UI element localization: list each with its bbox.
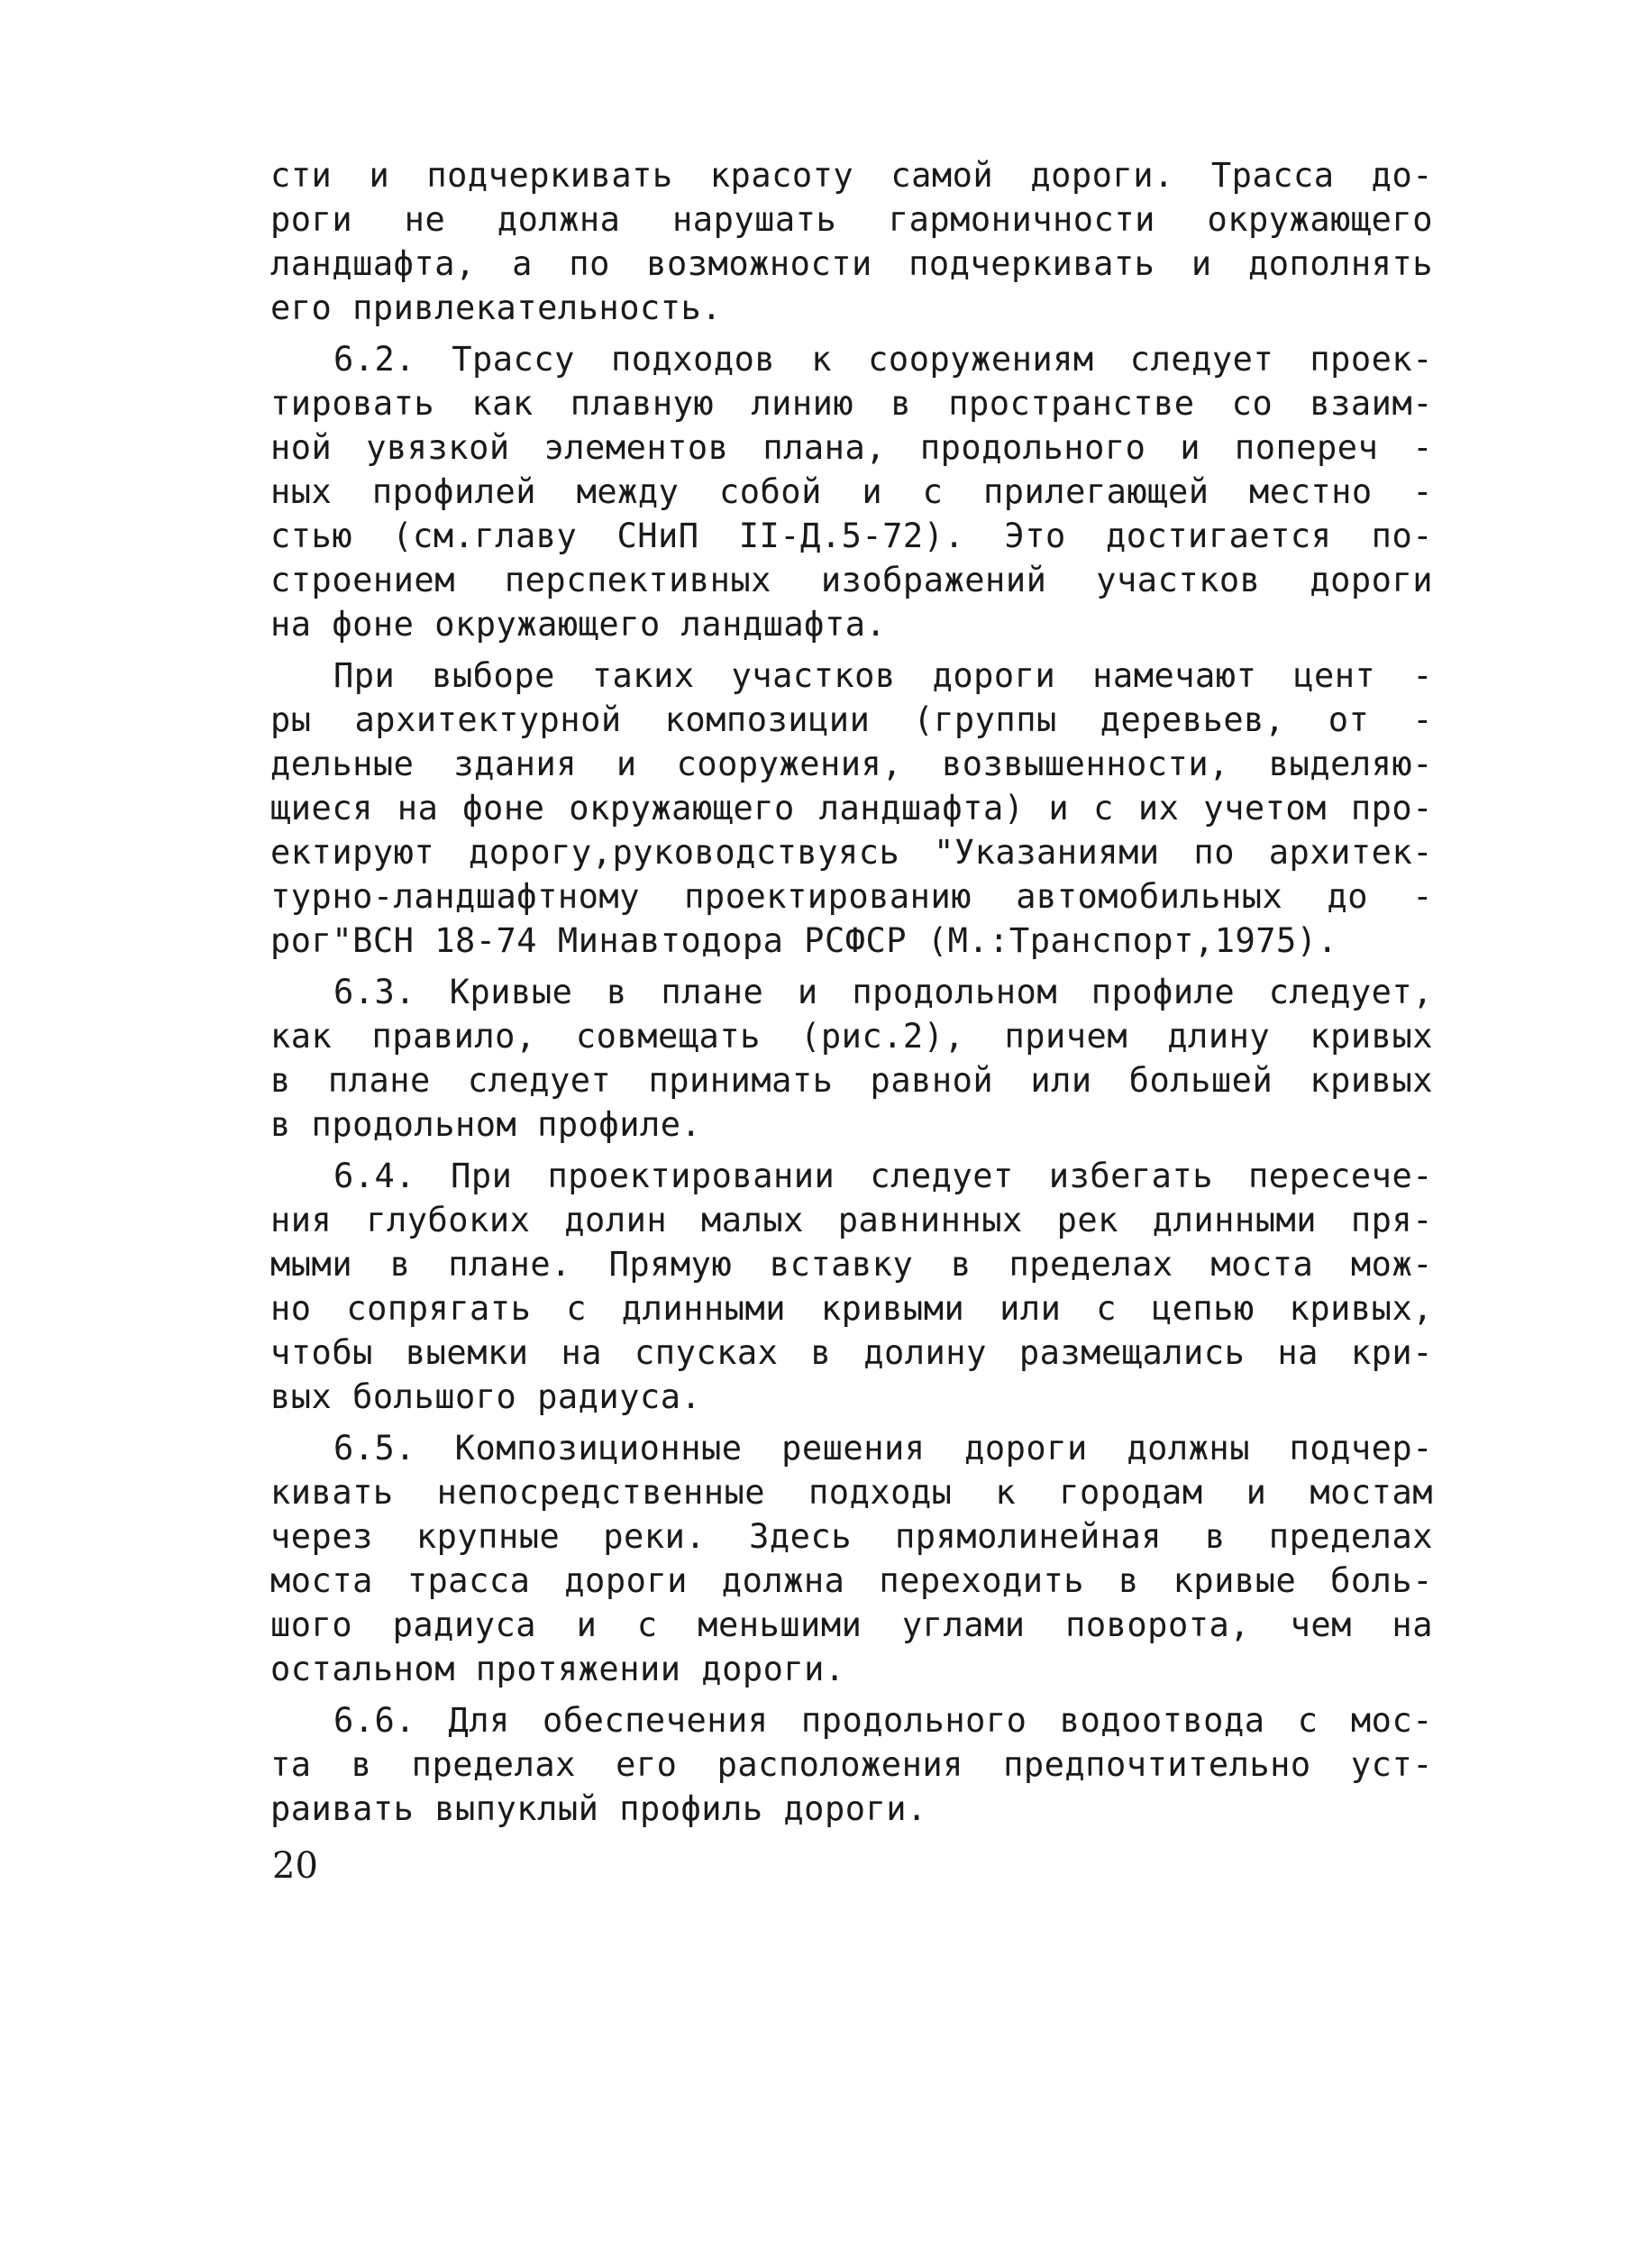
paragraph-6-6 bbox=[270, 1698, 1433, 1831]
text-line: вых большого радиуса. bbox=[270, 1377, 702, 1416]
text-line: 6.6. Для обеспечения продольного водоотвода с мос- bbox=[333, 1701, 1433, 1740]
paragraph-intro bbox=[270, 153, 1433, 330]
paragraph-6-3 bbox=[270, 970, 1433, 1147]
text-line: ния глубоких долин малых равнинных рек длинными пря- bbox=[270, 1201, 1433, 1239]
text-line: шого радиуса и с меньшими углами поворота, чем на bbox=[270, 1605, 1433, 1644]
text-line: роги не должна нарушать гармоничности окружающего bbox=[270, 200, 1433, 239]
paragraph-6-2-continued bbox=[270, 654, 1433, 963]
text-line: на фоне окружающего ландшафта. bbox=[270, 605, 887, 644]
text-line: 6.5. Композиционные решения дороги должны подчер- bbox=[333, 1429, 1433, 1468]
text-line: та в пределах его расположения предпочтительно уст- bbox=[270, 1745, 1433, 1784]
text-line: ной увязкой элементов плана, продольного и попереч - bbox=[270, 428, 1433, 467]
text-line: чтобы выемки на спусках в долину размещались на кри- bbox=[270, 1333, 1433, 1372]
text-line: ры архитектурной композиции (группы деревьев, от - bbox=[270, 700, 1433, 739]
text-line: ектируют дорогу,руководствуясь "Указаниями по архитек- bbox=[270, 833, 1433, 872]
text-line: ных профилей между собой и с прилегающей местно - bbox=[270, 472, 1433, 511]
text-line: его привлекательность. bbox=[270, 288, 723, 327]
text-line: щиеся на фоне окружающего ландшафта) и с их учетом про- bbox=[270, 789, 1433, 828]
text-line: через крупные реки. Здесь прямолинейная в пределах bbox=[270, 1517, 1433, 1556]
text-line: кивать непосредственные подходы к городам и мостам bbox=[270, 1473, 1433, 1512]
text-line: стью (см.главу СНиП II-Д.5-72). Это достигается по- bbox=[270, 517, 1433, 555]
text-line: тировать как плавную линию в пространстве со взаим- bbox=[270, 384, 1433, 423]
text-line: строением перспективных изображений участков дороги bbox=[270, 561, 1433, 599]
text-line: мыми в плане. Прямую вставку в пределах моста мож- bbox=[270, 1245, 1433, 1284]
text-line: но сопрягать с длинными кривыми или с цепью кривых, bbox=[270, 1289, 1433, 1328]
document-body bbox=[270, 153, 1433, 1838]
text-line: сти и подчеркивать красоту самой дороги. Трасса до- bbox=[270, 156, 1433, 195]
text-line: 6.3. Кривые в плане и продольном профиле следует, bbox=[333, 973, 1433, 1011]
paragraph-6-2 bbox=[270, 337, 1433, 646]
text-line: При выборе таких участков дороги намечают цент - bbox=[333, 656, 1433, 695]
text-line: остальном протяжении дороги. bbox=[270, 1650, 845, 1688]
text-line: 6.4. При проектировании следует избегать пересече- bbox=[333, 1157, 1433, 1195]
text-line: раивать выпуклый профиль дороги. bbox=[270, 1789, 927, 1828]
text-line: рог"ВСН 18-74 Минавтодора РСФСР (М.:Транспорт,1975). bbox=[270, 921, 1338, 960]
text-line: 6.2. Трассу подходов к сооружениям следует проек- bbox=[333, 340, 1433, 379]
paragraph-6-5 bbox=[270, 1426, 1433, 1691]
paragraph-6-4 bbox=[270, 1154, 1433, 1419]
page-number: 20 bbox=[272, 1845, 318, 1887]
text-line: дельные здания и сооружения, возвышенности, выделяю- bbox=[270, 745, 1433, 783]
text-line: ландшафта, а по возможности подчеркивать и дополнять bbox=[270, 244, 1433, 283]
text-line: турно-ландшафтному проектированию автомобильных до - bbox=[270, 877, 1433, 916]
text-line: моста трасса дороги должна переходить в кривые боль- bbox=[270, 1561, 1433, 1600]
text-line: в продольном профиле. bbox=[270, 1105, 702, 1144]
text-line: в плане следует принимать равной или большей кривых bbox=[270, 1061, 1433, 1100]
text-line: как правило, совмещать (рис.2), причем длину кривых bbox=[270, 1017, 1433, 1056]
